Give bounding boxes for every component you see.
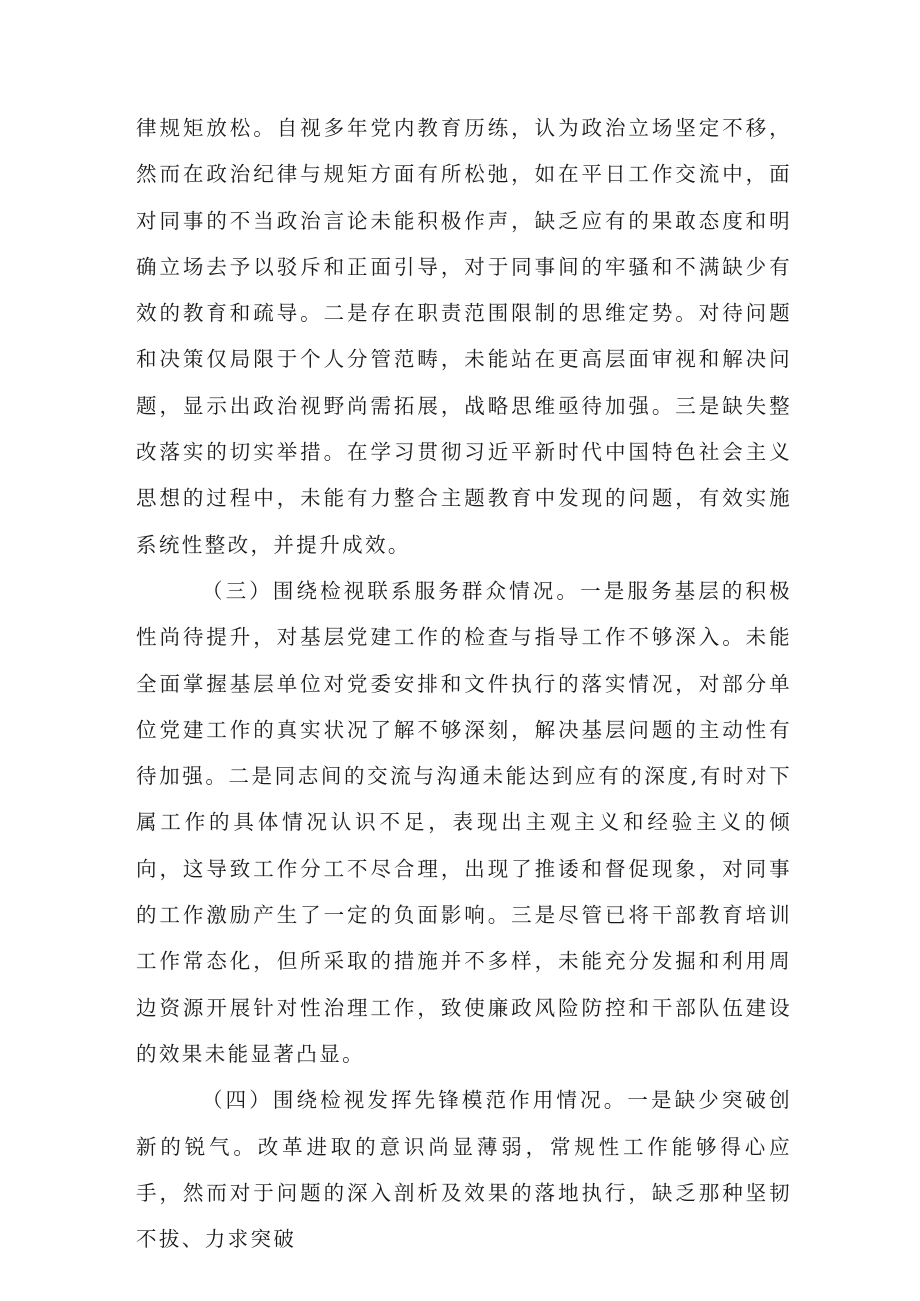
paragraph-continued: 律规矩放松。自视多年党内教育历练，认为政治立场坚定不移，然而在政治纪律与规矩方面有所松弛，如在平日工作交流中，面对同事的不当政治言论未能积极作声，缺乏应有的果敢态度和明确立场去予以驳斥和正面引导，对于同事间的牢骚和不满缺少有效的教育和疏导。二是存在职责范围限制的思维定势。对待问题和决策仅局限于个人分管范畴，未能站在更高层面审视和解决问题，显示出政治视野尚需拓展，战略思维亟待加强。三是缺失整改落实的切实举措。在学习贯彻习近平新时代中国特色社会主义思想的过程中，未能有力整合主题教育中发现的问题，有效实施系统性整改，并提升成效。 xyxy=(136,116,792,557)
paragraph-section-4: （四）围绕检视发挥先锋模范作用情况。一是缺少突破创新的锐气。改革进取的意识尚显薄弱，常规性工作能够得心应手，然而对于问题的深入剖析及效果的落地执行，缺乏那种坚韧不拔、力求突破 xyxy=(136,1088,792,1252)
paragraph-section-3: （三）围绕检视联系服务群众情况。一是服务基层的积极性尚待提升，对基层党建工作的检查与指导工作不够深入。未能全面掌握基层单位对党委安排和文件执行的落实情况，对部分单位党建工作的真实状况了解不够深刻，解决基层问题的主动性有待加强。二是同志间的交流与沟通未能达到应有的深度,有时对下属工作的具体情况认识不足，表现出主观主义和经验主义的倾向，这导致工作分工不尽合理，出现了推诿和督促现象，对同事的工作激励产生了一定的负面影响。三是尽管已将干部教育培训工作常态化，但所采取的措施并不多样，未能充分发掘和利用周边资源开展针对性治理工作，致使廉政风险防控和干部队伍建设的效果未能显著凸显。 xyxy=(136,578,792,1066)
document-body xyxy=(136,105,792,1262)
